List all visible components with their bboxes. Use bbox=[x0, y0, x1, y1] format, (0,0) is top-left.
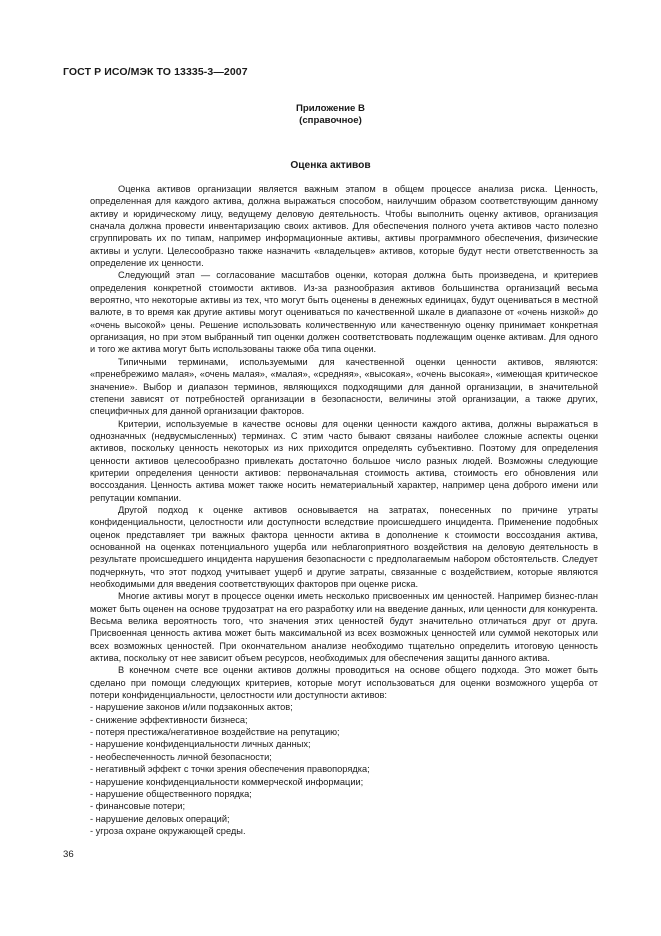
criteria-list bbox=[90, 701, 598, 837]
list-item: - необеспеченность личной безопасности; bbox=[90, 751, 272, 762]
list-item: - нарушение законов и/или подзаконных актов; bbox=[90, 702, 293, 713]
list-item: - нарушение конфиденциальности коммерческой информации; bbox=[90, 776, 364, 787]
paragraph-3: Типичными терминами, используемыми для качественной оценки ценности активов, являются: «пренебрежимо малая», «очень малая», «малая», «средняя», «высокая», «очень высокая», «имеющая критическое значение». Выбор и диапазон терминов, являющихся подходящими для данной организации, в значительной степени зависят от потребностей организации в безопасности, величины этой организации, а также других, специфичных для данной организации факторов. bbox=[90, 356, 598, 417]
annex-subtitle: (справочное) bbox=[299, 115, 362, 126]
list-item: - нарушение деловых операций; bbox=[90, 813, 230, 824]
paragraph-1: Оценка активов организации является важным этапом в общем процессе анализа риска. Ценность, определенная для каждого актива, должна выражаться способом, наилучшим образом соответствующим данному активу и юридическому лицу, ведущему деловую деятельность. Чтобы выполнить оценку активов, организация сначала должна провести инвентаризацию своих активов. Для обеспечения полного учета активов часто полезно сгруппировать их по типам, например информационные активы, активы программного обеспечения, физические активы и услуги. Целесообразно также назначить «владельцев» активов, которые будут нести ответственность за определение их ценности. bbox=[90, 184, 598, 269]
annex-heading bbox=[0, 103, 661, 127]
annex-title: Приложение В bbox=[296, 103, 365, 114]
standard-designation: ГОСТ Р ИСО/МЭК ТО 13335-3—2007 bbox=[63, 66, 248, 78]
list-item: - финансовые потери; bbox=[90, 801, 186, 812]
list-item: - нарушение общественного порядка; bbox=[90, 788, 252, 799]
list-item: - негативный эффект с точки зрения обеспечения правопорядка; bbox=[90, 764, 370, 775]
list-item: - потеря престижа/негативное воздействие на репутацию; bbox=[90, 727, 340, 738]
paragraph-4: Критерии, используемые в качестве основы для оценки ценности каждого актива, должны выражаться в однозначных (недвусмысленных) терминах. С этим часто бывают связаны наиболее сложные аспекты оценки активов, поскольку ценность некоторых из них приходится определять субъективно. Поэтому для определения ценности активов целесообразно привлекать достаточно большое число разных людей. Возможны следующие критерии определения ценности активов: первоначальная стоимость актива, стоимость его обновления или воссоздания. Ценность актива может также носить нематериальный характер, например цена доброго имени или репутации компании. bbox=[90, 418, 598, 503]
page-number: 36 bbox=[63, 849, 74, 860]
list-item: - снижение эффективности бизнеса; bbox=[90, 714, 248, 725]
paragraph-6: Многие активы могут в процессе оценки иметь несколько присвоенных им ценностей. Например бизнес-план может быть оценен на основе трудозатрат на его разработку или на введение данных, или ценности для конкурента. Весьма велика вероятность того, что значения этих ценностей будут значительно отличаться друг от друга. Присвоенная ценность актива может быть максимальной из всех возможных ценностей или суммой некоторых или всех возможных ценностей. При окончательном анализе необходимо тщательно определить итоговую ценность актива, поскольку от нее зависит объем ресурсов, необходимых для обеспечения защиты данного актива. bbox=[90, 591, 598, 664]
paragraph-5: Другой подход к оценке активов основывается на затратах, понесенных по причине утраты конфиденциальности, целостности или доступности вследствие происшедшего инцидента. Применение подобных оценок представляет три важных фактора ценности актива в дополнение к стоимости воссоздания актива, основанной на оценках потенциального ущерба или неблагоприятного воздействия на деловую деятельность в результате происшедшего инцидента нарушения безопасности с предполагаемым набором обстоятельств. Следует подчеркнуть, что этот подход учитывает ущерб и другие затраты, связанные с воздействием, которые являются необходимыми для введения соответствующих факторов при оценке риска. bbox=[90, 504, 598, 589]
section-title: Оценка активов bbox=[290, 160, 371, 171]
document-body bbox=[90, 183, 598, 837]
paragraph-7: В конечном счете все оценки активов должны проводиться на основе общего подхода. Это может быть сделано при помощи следующих критериев, которые могут использоваться для оценки возможного ущерба от потери конфиденциальности, целостности или доступности активов: bbox=[90, 665, 598, 701]
paragraph-2: Следующий этап — согласование масштабов оценки, которая должна быть произведена, и критериев определения конкретной стоимости активов. Из-за разнообразия активов большинства организаций весьма вероятно, что некоторые активы из тех, что могут быть оценены в денежных единицах, будут оцениваться в местной валюте, в то время как другие активы могут оцениваться по качественной шкале в диапазоне от «очень низкой» до «очень высокой» цены. Решение использовать количественную или качественную оценку принимает конкретная организация, но при этом выбранный тип оценки должен соответствовать подлежащим оценке активам. Для одного и того же актива могут быть использованы также оба типа оценки. bbox=[90, 270, 598, 355]
list-item: - нарушение конфиденциальности личных данных; bbox=[90, 739, 311, 750]
list-item: - угроза охране окружающей среды. bbox=[90, 825, 246, 836]
